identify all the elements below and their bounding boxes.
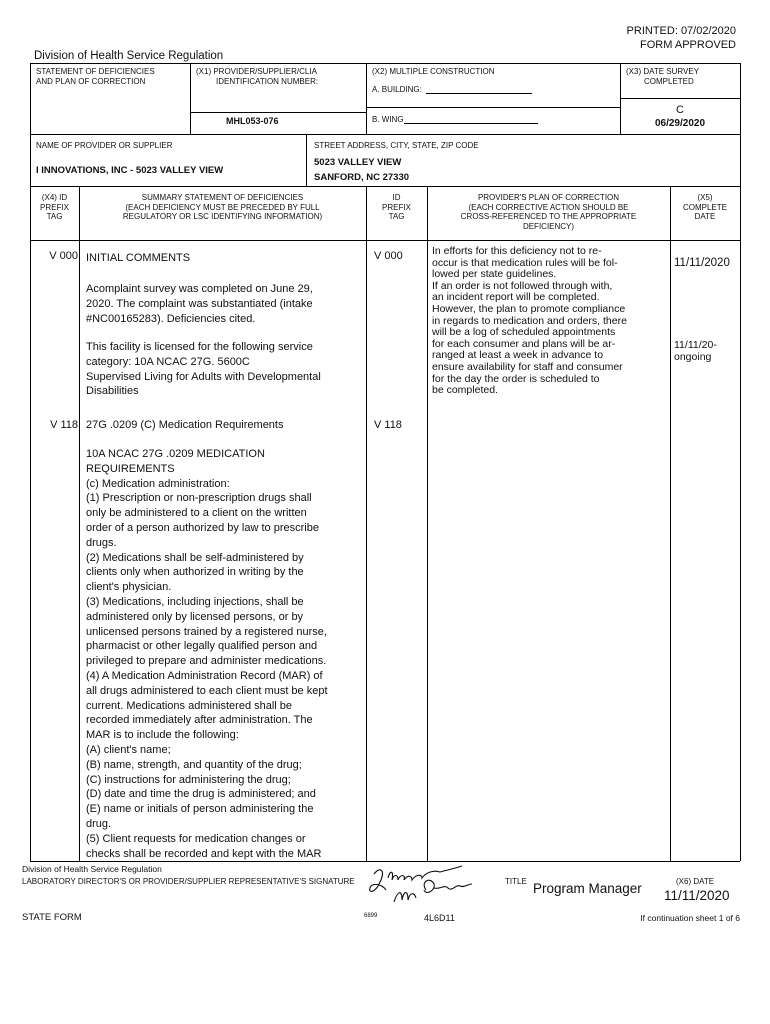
title-label: TITLE [505, 877, 527, 886]
signature-label: LABORATORY DIRECTOR'S OR PROVIDER/SUPPLIER REPRESENTATIVE'S SIGNATURE [22, 877, 355, 886]
title-value: Program Manager [533, 881, 642, 896]
regulation-text: 10A NCAC 27G .0209 MEDICATION REQUIREMENTS (c) Medication administration: (1) Prescription or non-prescription drugs shall only be administered to a client on the written order of a person authorized by law to prescribe drugs. (2) Medications shall be self-administered by clients only when authorized in writing by the client's physician. (3) Medications, including injections, shall be administered only by licensed persons, or by unlicensed persons trained by a registered nurse, pharmacist or other legally qualified person and privileged to prepare and administer medications. (4) A Medication Administration Record (MAR) of all drugs administered to each client must be kept current. Medications administered shall be recorded immediately after administration. The MAR is to include the following: (A) client's name; (B) name, strength, and quantity of the drug; (C) instructions for administering the drug; (D) date and time the drug is administered; and (E) name or initials of person administering the drug. (5) Client requests for medication changes or checks shall be recorded and kept with the MAR [86, 448, 328, 860]
completion-date: 11/11/2020 [674, 257, 730, 269]
entry-paragraph: This facility is licensed for the following service category: 10A NCAC 27G. 5600C Supervised Living for Adults with Developmental Disabilities [86, 341, 321, 398]
entry-id-tag: V 000 [374, 250, 403, 262]
completion-date-ongoing: 11/11/20- ongoing [674, 339, 717, 363]
city-state-zip: SANFORD, NC 27330 [314, 172, 410, 183]
entry-title: 27G .0209 (C) Medication Requirements [86, 419, 284, 431]
x3-label: (X3) DATE SURVEY COMPLETED [626, 67, 700, 86]
statement-label: STATEMENT OF DEFICIENCIES AND PLAN OF CORRECTION [36, 67, 155, 86]
entry-id-tag: V 118 [374, 419, 402, 431]
entry-prefix-tag: V 000 [49, 250, 78, 262]
entry-prefix-tag: V 118 [50, 419, 78, 431]
continuation-sheet: If continuation sheet 1 of 6 [640, 913, 740, 923]
footer-agency: Division of Health Service Regulation [22, 864, 162, 874]
form-code: 6899 [364, 913, 378, 919]
survey-completed-date: 06/29/2020 [654, 118, 706, 129]
printed-date: PRINTED: 07/02/2020 [626, 25, 736, 37]
signature-image [364, 860, 494, 908]
provider-id-number: MHL053-076 [226, 116, 279, 126]
survey-type-code: C [676, 104, 684, 116]
x6-date-value: 11/11/2020 [664, 888, 730, 903]
x6-date-label: (X6) DATE [676, 877, 715, 886]
x1-label: (X1) PROVIDER/SUPPLIER/CLIA IDENTIFICATION NUMBER: [196, 67, 319, 86]
x5-header: (X5) COMPLETE DATE [682, 193, 727, 221]
provider-name-label: NAME OF PROVIDER OR SUPPLIER [36, 141, 173, 150]
plan-of-correction-text: In efforts for this deficiency not to re- occur is that medication rules will be fol- lowed per state guidelines. If an order is not followed through with, an incident report will be completed. However, the plan to promote compliance in regards to medication and orders, there will be a log of scheduled appointments for each consumer and plans will be ar- ranged at least a week in advance to ensure availability for staff and consumer for the day the order is scheduled to be completed. [432, 245, 627, 397]
provider-name: I INNOVATIONS, INC - 5023 VALLEY VIEW [36, 165, 224, 176]
print-header [627, 24, 736, 52]
form-approved: FORM APPROVED [640, 39, 736, 51]
state-form-label: STATE FORM [22, 912, 82, 923]
event-id: 4L6D11 [424, 913, 455, 923]
x2-label: (X2) MULTIPLE CONSTRUCTION [372, 67, 495, 76]
id-header: ID PREFIX TAG [382, 193, 411, 221]
plan-header: PROVIDER'S PLAN OF CORRECTION (EACH CORRECTIVE ACTION SHOULD BE CROSS-REFERENCED TO THE APPROPRIATE DEFICIENCY) [460, 193, 637, 231]
building-label: A. BUILDING: [372, 85, 422, 94]
x4-header: (X4) ID PREFIX TAG [40, 193, 69, 221]
summary-header: SUMMARY STATEMENT OF DEFICIENCIES (EACH DEFICIENCY MUST BE PRECEDED BY FULL REGULATORY OR LSC IDENTIFYING INFORMATION) [122, 193, 323, 221]
entry-paragraph: Acomplaint survey was completed on June 29, 2020. The complaint was substantiated (intake #NC00165283). Deficiencies cited. [86, 283, 313, 325]
entry-title: INITIAL COMMENTS [86, 252, 191, 264]
agency-title: Division of Health Service Regulation [34, 50, 224, 62]
address-label: STREET ADDRESS, CITY, STATE, ZIP CODE [314, 141, 479, 150]
street-address: 5023 VALLEY VIEW [314, 157, 402, 168]
wing-label: B. WING [372, 115, 404, 124]
